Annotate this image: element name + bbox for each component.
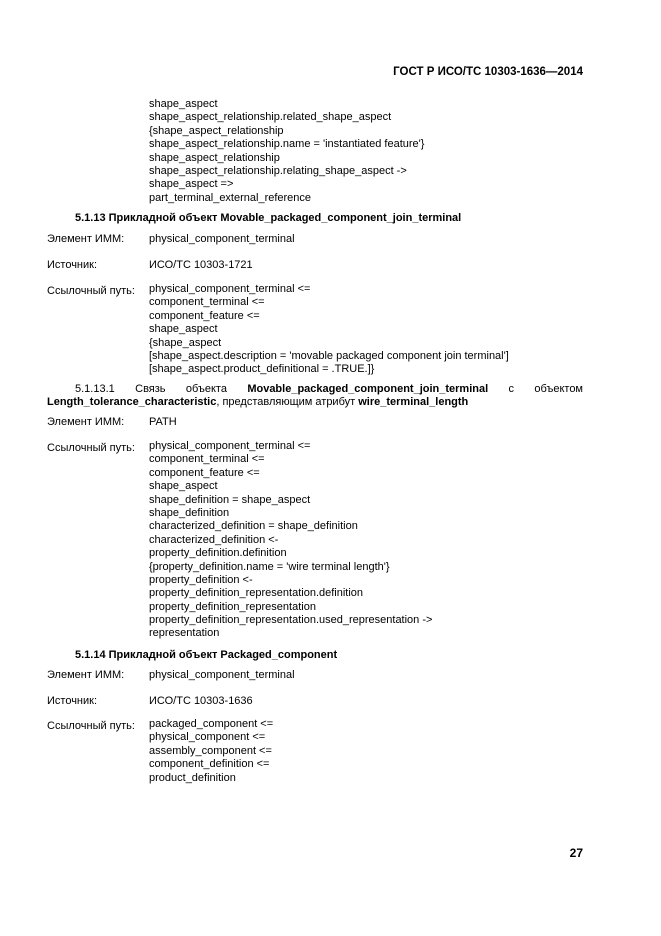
reference-path-label: Ссылочный путь: <box>47 442 135 454</box>
title-word: с <box>508 383 515 395</box>
path-line: characterized_definition <- <box>149 533 279 546</box>
section-5-1-13-1-title <box>47 383 583 408</box>
aim-element-label: Элемент ИММ: <box>47 669 125 681</box>
path-line: shape_aspect_relationship.relating_shape_aspect -> <box>149 164 407 177</box>
path-line: shape_aspect <box>149 323 218 336</box>
reference-path-label: Ссылочный путь: <box>47 285 135 297</box>
path-line: shape_aspect <box>149 480 218 493</box>
path-line: characterized_definition = shape_definition <box>149 520 358 533</box>
path-line: packaged_component <= <box>149 718 274 730</box>
path-line: physical_component_terminal <= <box>149 440 311 452</box>
path-line: component_feature <= <box>149 309 260 322</box>
entity-name: Movable_packaged_component_join_terminal <box>247 383 489 395</box>
path-line: shape_aspect_relationship <box>149 151 280 164</box>
aim-element-value: PATH <box>149 416 177 428</box>
path-line: property_definition_representation.used_representation -> <box>149 614 433 627</box>
aim-element-value: physical_component_terminal <box>149 669 295 681</box>
title-text: , представляющим атрибут <box>216 396 359 408</box>
path-line: representation <box>149 627 220 640</box>
title-word: объектом <box>534 383 583 395</box>
path-line: {shape_aspect_relationship <box>149 124 284 137</box>
path-line: part_terminal_external_reference <box>149 191 312 204</box>
path-line: property_definition <- <box>149 573 253 586</box>
path-line: {property_definition.name = 'wire terminal length'} <box>149 560 390 573</box>
title-word: Связь <box>135 383 166 395</box>
path-line: product_definition <box>149 771 236 784</box>
source-value: ИСО/ТС 10303-1721 <box>149 259 253 271</box>
page-number: 27 <box>569 846 583 860</box>
path-line: component_terminal <= <box>149 296 265 309</box>
source-label: Источник: <box>47 259 98 271</box>
source-value: ИСО/ТС 10303-1636 <box>149 695 253 707</box>
path-line: assembly_component <= <box>149 744 272 757</box>
aim-element-value: physical_component_terminal <box>149 233 295 245</box>
intro-path-lines <box>149 98 424 205</box>
path-line: shape_definition = shape_aspect <box>149 493 311 506</box>
path-line: {shape_aspect <box>149 336 222 349</box>
path-line: [shape_aspect.product_definitional = .TRUE.]} <box>149 363 375 376</box>
reference-path-lines <box>149 283 509 377</box>
path-line: component_terminal <= <box>149 453 265 466</box>
path-line: physical_component <= <box>149 731 266 744</box>
reference-path-lines <box>149 718 273 785</box>
path-line: component_definition <= <box>149 758 270 771</box>
aim-element-label: Элемент ИММ: <box>47 416 125 428</box>
title-word: объекта <box>185 383 227 395</box>
subsection-number: 5.1.13.1 <box>75 383 115 395</box>
target-entity-name: Length_tolerance_characteristic <box>47 396 217 408</box>
path-line: shape_aspect <box>149 98 218 110</box>
reference-path-label: Ссылочный путь: <box>47 720 135 732</box>
aim-element-label: Элемент ИММ: <box>47 233 125 245</box>
path-line: shape_aspect_relationship.name = 'instantiated feature'} <box>149 138 425 151</box>
path-line: shape_definition <box>149 506 230 519</box>
path-line: component_feature <= <box>149 466 260 479</box>
path-line: shape_aspect_relationship.related_shape_aspect <box>149 111 392 124</box>
path-line: property_definition_representation.definition <box>149 587 364 600</box>
path-line: property_definition_representation <box>149 600 316 613</box>
attribute-name: wire_terminal_length <box>358 396 469 408</box>
reference-path-lines <box>149 440 432 641</box>
path-line: shape_aspect => <box>149 178 234 191</box>
path-line: physical_component_terminal <= <box>149 283 311 295</box>
path-line: [shape_aspect.description = 'movable packaged component join terminal'] <box>149 349 509 362</box>
section-5-1-13-heading: 5.1.13 Прикладной объект Movable_packaged_component_join_terminal <box>75 212 462 224</box>
path-line: property_definition.definition <box>149 547 287 560</box>
document-header: ГОСТ Р ИСО/ТС 10303-1636—2014 <box>393 66 583 78</box>
section-5-1-14-heading: 5.1.14 Прикладной объект Packaged_component <box>75 649 338 661</box>
source-label: Источник: <box>47 695 98 707</box>
